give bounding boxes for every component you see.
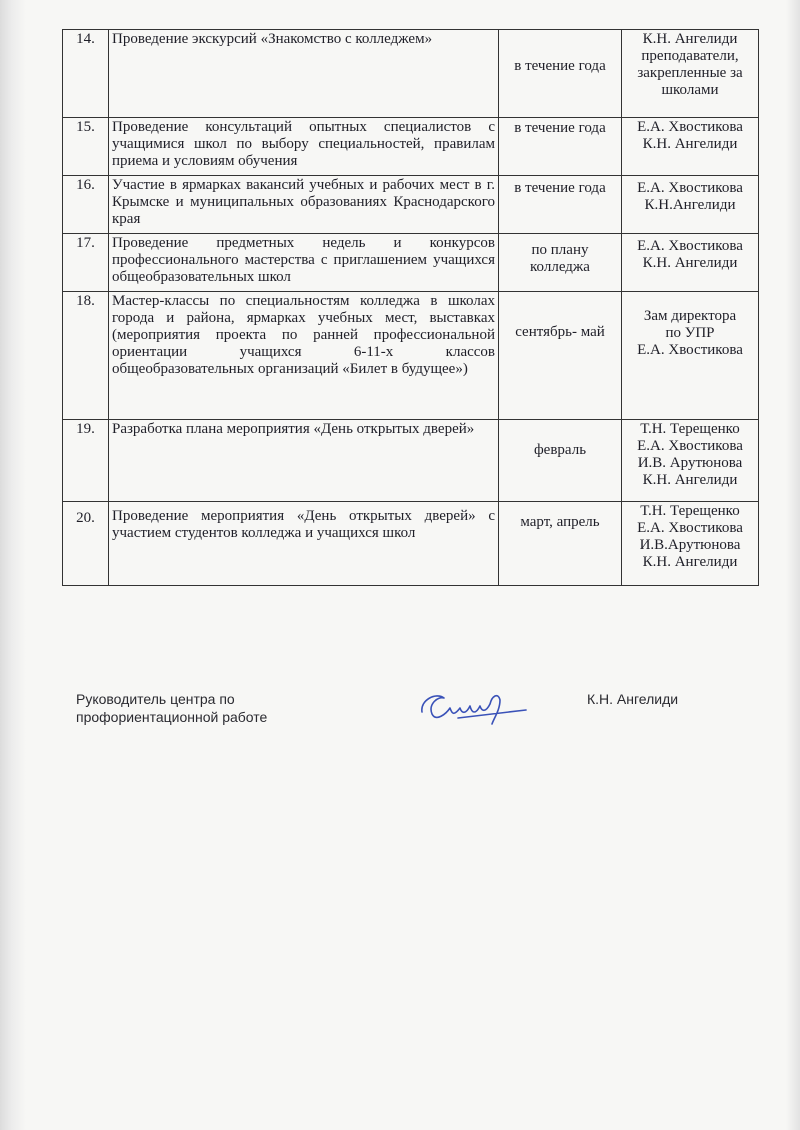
row-number: 18. — [63, 292, 109, 420]
table-row — [63, 30, 759, 118]
signatory-position: Руководитель центра по профориентационной работе — [76, 691, 268, 725]
row-number: 15. — [63, 118, 109, 176]
event-period: в течение года — [499, 118, 622, 176]
responsible-persons — [622, 420, 759, 502]
event-period: март, апрель — [499, 502, 622, 586]
event-period: февраль — [499, 420, 622, 502]
responsible-person: по УПР — [665, 325, 715, 341]
event-period: в течение года — [499, 176, 622, 234]
event-description: Проведение предметных недель и конкурсов профессионального мастерства с приглашением учащихся общеобразовательных школ — [109, 234, 499, 292]
table-row — [63, 502, 759, 586]
responsible-person: Т.Н. Терещенко — [640, 503, 740, 519]
responsible-person: К.Н. Ангелиди — [642, 31, 738, 47]
responsible-person: И.В.Арутюнова — [639, 537, 741, 553]
event-description: Участие в ярмарках вакансий учебных и рабочих мест в г. Крымске и муниципальных образованиях Краснодарского края — [109, 176, 499, 234]
responsible-person: К.Н. Ангелиди — [642, 554, 738, 570]
responsible-person: Т.Н. Терещенко — [640, 421, 740, 437]
row-number: 17. — [63, 234, 109, 292]
responsible-person: И.В. Арутюнова — [637, 455, 743, 471]
event-period: по плану колледжа — [499, 234, 622, 292]
event-period: в течение года — [499, 30, 622, 118]
signatory-name: К.Н. Ангелиди — [587, 691, 679, 707]
table-row — [63, 292, 759, 420]
responsible-person: К.Н. Ангелиди — [642, 136, 738, 152]
responsible-person: Е.А. Хвостикова — [637, 520, 743, 536]
signature-block — [76, 690, 756, 740]
responsible-persons — [622, 118, 759, 176]
table-row — [63, 118, 759, 176]
event-description: Разработка плана мероприятия «День открытых дверей» — [109, 420, 499, 502]
responsible-person: К.Н. Ангелиди — [642, 472, 738, 488]
responsible-person: К.Н. Ангелиди — [642, 255, 738, 271]
table-row — [63, 420, 759, 502]
responsible-person: Е.А. Хвостикова — [637, 238, 743, 254]
event-description: Проведение мероприятия «День открытых дверей» с участием студентов колледжа и учащихся школ — [109, 502, 499, 586]
row-number: 14. — [63, 30, 109, 118]
event-description: Проведение консультаций опытных специалистов с учащимися школ по выбору специальностей, правилам приема и условиям обучения — [109, 118, 499, 176]
responsible-person: Е.А. Хвостикова — [637, 180, 743, 196]
responsible-person: Зам директора — [643, 308, 737, 324]
scan-shadow-right — [786, 0, 800, 1130]
responsible-person: Е.А. Хвостикова — [637, 342, 743, 358]
event-period: сентябрь- май — [499, 292, 622, 420]
responsible-person: Е.А. Хвостикова — [637, 438, 743, 454]
row-number: 19. — [63, 420, 109, 502]
row-number: 16. — [63, 176, 109, 234]
scan-shadow-left — [0, 0, 26, 1130]
responsible-persons — [622, 30, 759, 118]
responsible-persons — [622, 292, 759, 420]
events-plan-table — [62, 29, 759, 586]
event-description: Проведение экскурсий «Знакомство с колледжем» — [109, 30, 499, 118]
responsible-persons — [622, 176, 759, 234]
responsible-person: преподаватели, — [641, 48, 739, 64]
responsible-persons — [622, 234, 759, 292]
responsible-person: школами — [661, 82, 719, 98]
handwritten-signature — [414, 684, 534, 728]
table-row — [63, 176, 759, 234]
responsible-persons — [622, 502, 759, 586]
table-row — [63, 234, 759, 292]
responsible-person: К.Н.Ангелиди — [644, 197, 736, 213]
responsible-person: закрепленные за — [637, 65, 743, 81]
event-description: Мастер-классы по специальностям колледжа в школах города и района, ярмарках учебных мест, выставках (мероприятия проекта по ранней профессиональной ориентации учащихся 6-11-х классов общеобразовательных организаций «Билет в будущее») — [109, 292, 499, 420]
row-number: 20. — [63, 502, 109, 586]
responsible-person: Е.А. Хвостикова — [637, 119, 743, 135]
